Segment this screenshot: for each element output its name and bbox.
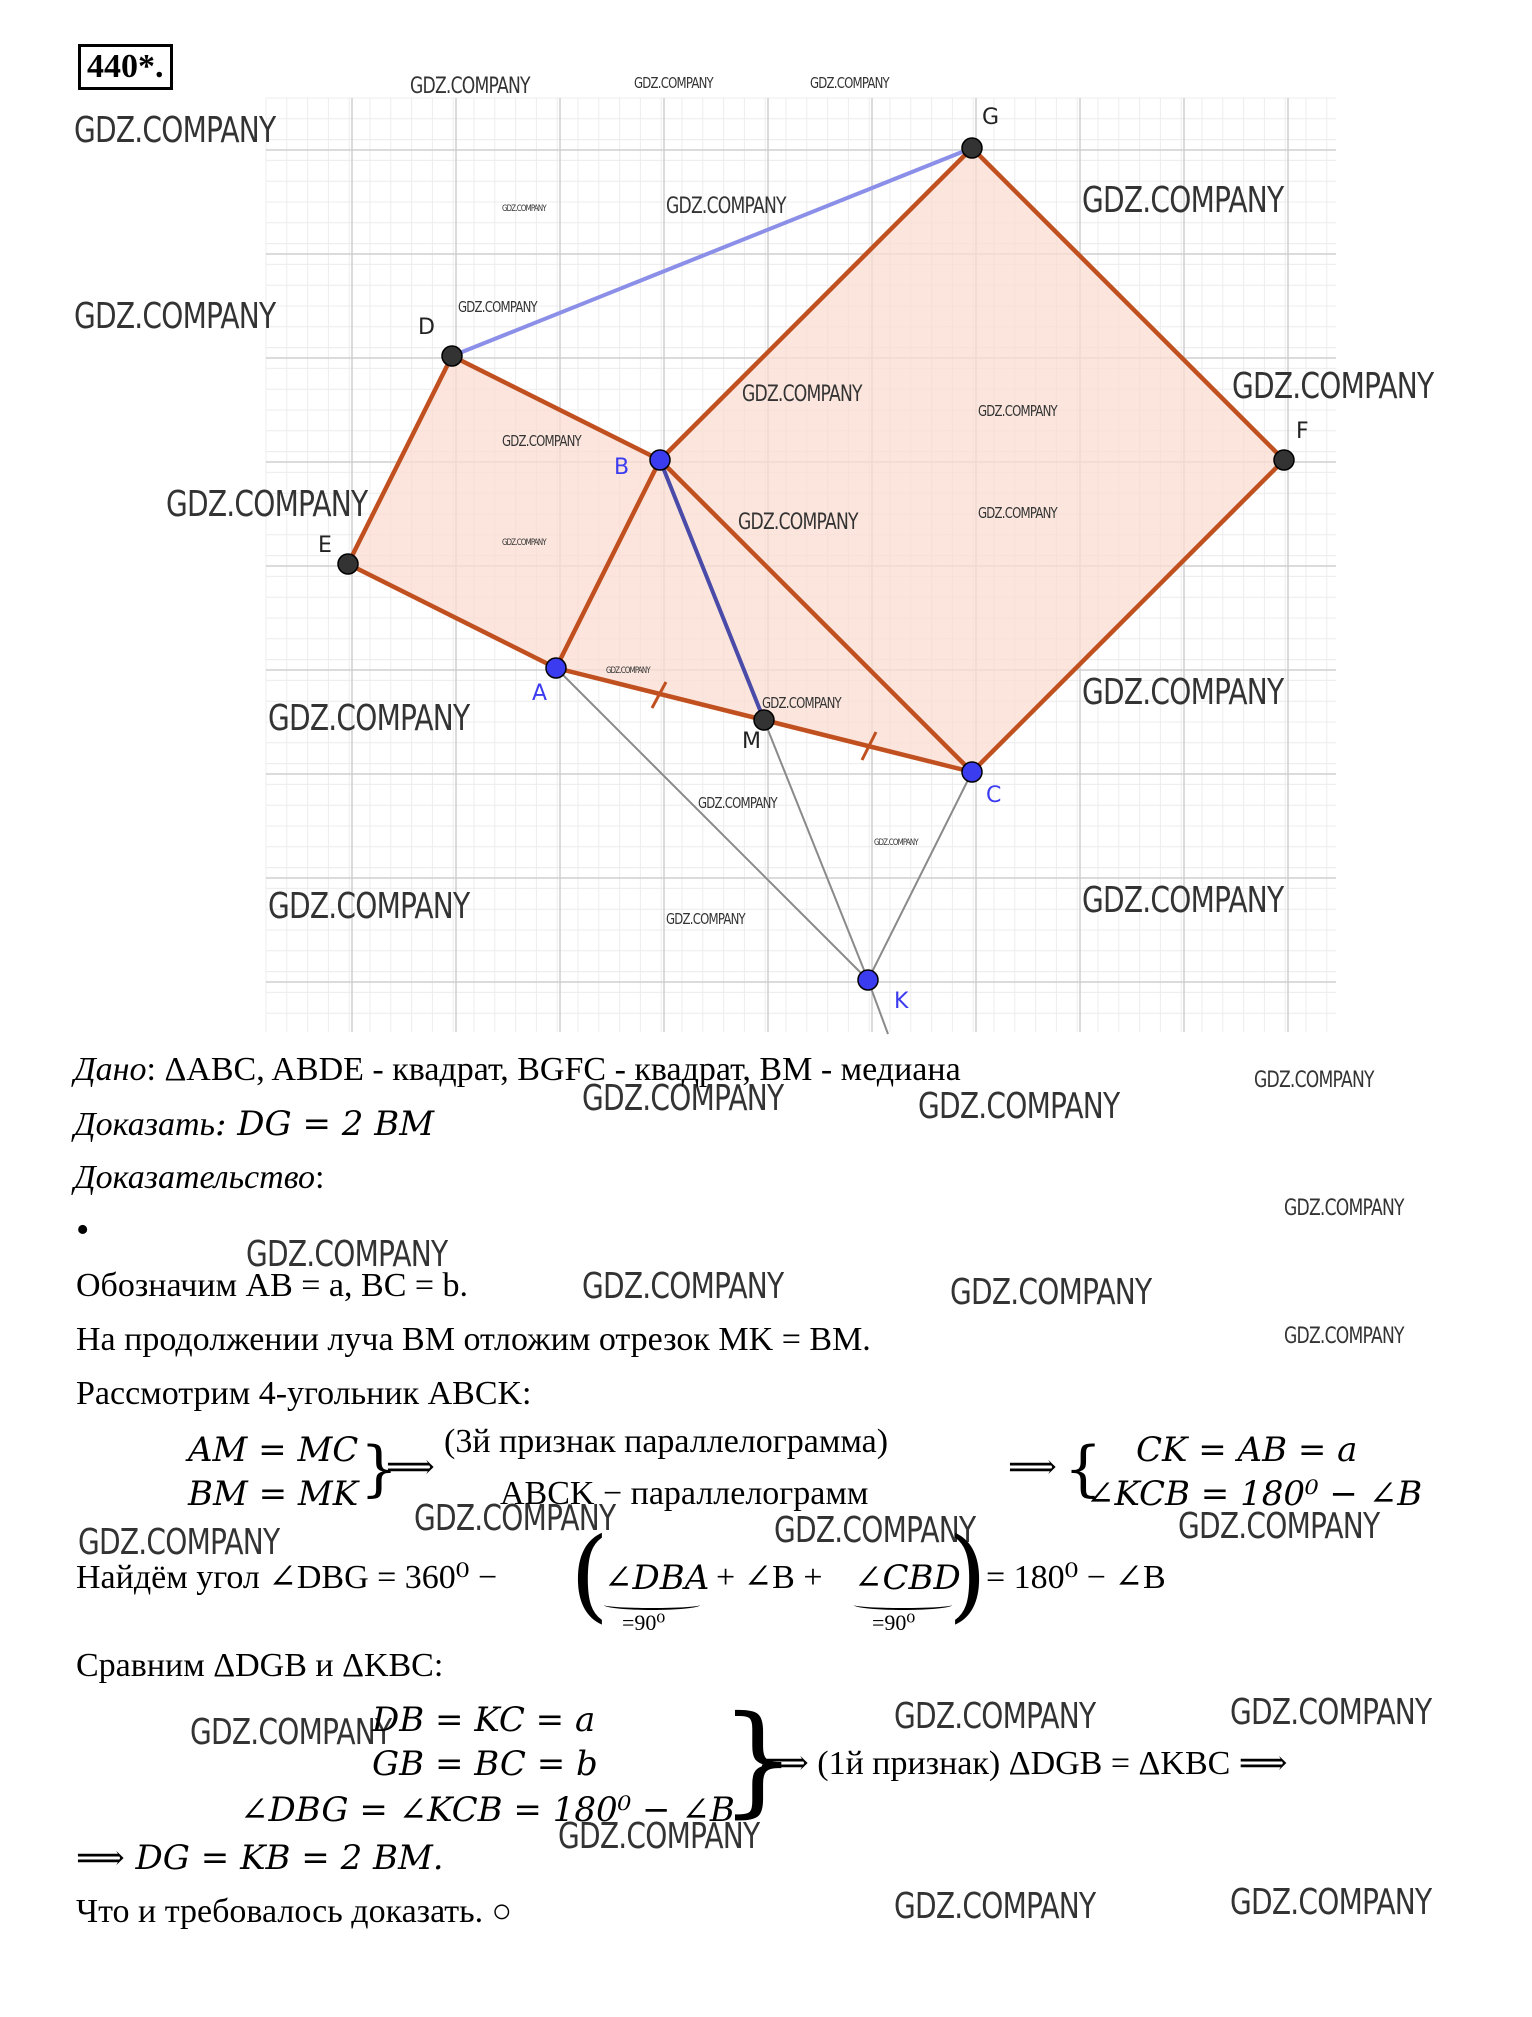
task-number: 440*. — [78, 44, 173, 90]
point-c — [962, 762, 982, 782]
watermark: GDZ.COMPANY — [1284, 1196, 1404, 1221]
watermark: GDZ.COMPANY — [502, 204, 546, 214]
compare-line: Сравним ΔDGB и ΔKBC: — [76, 1647, 444, 1684]
watermark: GDZ.COMPANY — [410, 74, 530, 99]
point-label: K — [894, 989, 909, 1014]
watermark: GDZ.COMPANY — [1230, 1882, 1432, 1923]
watermark: GDZ.COMPANY — [1178, 1506, 1380, 1547]
watermark: GDZ.COMPANY — [774, 1510, 976, 1551]
watermark: GDZ.COMPANY — [1254, 1068, 1374, 1093]
given-line — [74, 1050, 961, 1090]
prove-label: Доказать — [74, 1106, 215, 1143]
sys3-a: DB = KC = a — [372, 1700, 596, 1740]
point-label: M — [742, 729, 761, 754]
watermark: GDZ.COMPANY — [738, 510, 858, 535]
conclusion-line: ⟹ DG = KB = 2 BM. — [76, 1838, 444, 1878]
watermark: GDZ.COMPANY — [558, 1816, 760, 1857]
watermark: GDZ.COMPANY — [894, 1886, 1096, 1927]
point-k — [858, 970, 878, 990]
watermark: GDZ.COMPANY — [1232, 366, 1434, 407]
plus-b: + ∠B + — [716, 1559, 823, 1596]
point-label: F — [1296, 419, 1309, 444]
watermark: GDZ.COMPANY — [1082, 180, 1284, 221]
right-brace: } — [360, 1434, 399, 1504]
given-label: Дано — [74, 1051, 147, 1088]
sys3-c: ∠DBG = ∠KCB = 180⁰ − ∠B — [240, 1790, 735, 1830]
point-label: C — [986, 783, 1002, 808]
criterion-1: ⟹ (1й признак) ΔDGB = ΔKBC ⟹ — [760, 1745, 1288, 1782]
watermark: GDZ.COMPANY — [698, 794, 777, 812]
right-paren: ) — [948, 1516, 988, 1633]
notation-line: Обозначим AB = a, BC = b. — [76, 1267, 469, 1304]
point-label: B — [614, 455, 630, 480]
watermark: GDZ.COMPANY — [246, 1234, 448, 1275]
proof-line — [74, 1158, 324, 1198]
watermark: GDZ.COMPANY — [1082, 672, 1284, 713]
right-brace: } — [720, 1691, 797, 1830]
watermark: GDZ.COMPANY — [74, 110, 276, 151]
watermark: GDZ.COMPANY — [742, 382, 862, 407]
watermark: GDZ.COMPANY — [502, 538, 546, 548]
under-90: =90⁰ — [872, 1610, 916, 1635]
watermark: GDZ.COMPANY — [606, 666, 650, 676]
watermark: GDZ.COMPANY — [894, 1696, 1096, 1737]
point-g — [962, 138, 982, 158]
watermark: GDZ.COMPANY — [634, 74, 713, 92]
watermark: GDZ.COMPANY — [1082, 880, 1284, 921]
watermark: GDZ.COMPANY — [166, 484, 368, 525]
bullet: • — [76, 1209, 90, 1251]
sys2-a: CK = AB = a — [1136, 1430, 1358, 1470]
parallelogram-text: ABCK − параллелограмм — [500, 1475, 869, 1512]
left-brace: { — [1064, 1434, 1103, 1504]
watermark: GDZ.COMPANY — [458, 298, 537, 316]
watermark: GDZ.COMPANY — [268, 886, 470, 927]
watermark: GDZ.COMPANY — [414, 1498, 616, 1539]
left-paren: ( — [570, 1516, 610, 1633]
sys3-b: GB = BC = b — [372, 1744, 598, 1784]
point-m — [754, 710, 774, 730]
point-f — [1274, 450, 1294, 470]
angle-line-start: Найдём угол ∠DBG = 360⁰ − — [76, 1559, 498, 1596]
watermark: GDZ.COMPANY — [810, 74, 889, 92]
watermark: GDZ.COMPANY — [978, 402, 1057, 420]
watermark: GDZ.COMPANY — [978, 504, 1057, 522]
point-label: E — [318, 533, 332, 558]
point-a — [546, 658, 566, 678]
segment-mk — [764, 720, 868, 980]
watermark: GDZ.COMPANY — [190, 1712, 392, 1753]
watermark: GDZ.COMPANY — [918, 1086, 1120, 1127]
watermark: GDZ.COMPANY — [666, 910, 745, 928]
construction-line: На продолжении луча BM отложим отрезок MK = BM. — [76, 1321, 871, 1358]
proof-label: Доказательство — [74, 1159, 316, 1196]
underbrace — [854, 1600, 952, 1610]
watermark: GDZ.COMPANY — [1284, 1324, 1404, 1349]
point-label: A — [532, 681, 548, 706]
qed-line: Что и требовалось доказать. ○ — [76, 1893, 513, 1930]
sys2-b: ∠KCB = 180⁰ − ∠B — [1086, 1474, 1423, 1514]
given-body: : ΔABC, ABDE - квадрат, BGFC - квадрат, BM - медиана — [146, 1051, 961, 1088]
watermark: GDZ.COMPANY — [502, 432, 581, 450]
watermark: GDZ.COMPANY — [582, 1266, 784, 1307]
watermark: GDZ.COMPANY — [950, 1272, 1152, 1313]
watermark: GDZ.COMPANY — [582, 1078, 784, 1119]
prove-line — [74, 1104, 434, 1145]
watermark: GDZ.COMPANY — [1230, 1692, 1432, 1733]
sys1-b: BM = MK — [188, 1474, 359, 1514]
watermark: GDZ.COMPANY — [78, 1522, 280, 1563]
under-90: =90⁰ — [622, 1610, 666, 1635]
proof-colon: : — [315, 1159, 325, 1196]
watermark: GDZ.COMPANY — [666, 194, 786, 219]
watermark: GDZ.COMPANY — [268, 698, 470, 739]
angle-dba: ∠DBA — [604, 1558, 710, 1598]
angle-line-end: = 180⁰ − ∠B — [986, 1559, 1166, 1596]
angle-cbd: ∠CBD — [854, 1558, 961, 1598]
point-label: G — [982, 105, 1000, 130]
watermark: GDZ.COMPANY — [74, 296, 276, 337]
implies-arrow: ⟹ — [386, 1449, 435, 1486]
criterion-3: (3й признак параллелограмма) — [444, 1423, 889, 1460]
watermark: GDZ.COMPANY — [874, 838, 918, 848]
prove-body: : DG = 2 BM — [214, 1104, 435, 1144]
point-e — [338, 554, 358, 574]
point-b — [650, 450, 670, 470]
sys1-a: AM = MC — [188, 1430, 359, 1470]
underbrace — [604, 1600, 700, 1610]
segment-ck — [868, 772, 972, 980]
implies-arrow: ⟹ — [1008, 1449, 1057, 1486]
consider-line: Рассмотрим 4-угольник ABCK: — [76, 1375, 532, 1412]
watermark: GDZ.COMPANY — [762, 694, 841, 712]
point-d — [442, 346, 462, 366]
point-label: D — [418, 315, 435, 340]
